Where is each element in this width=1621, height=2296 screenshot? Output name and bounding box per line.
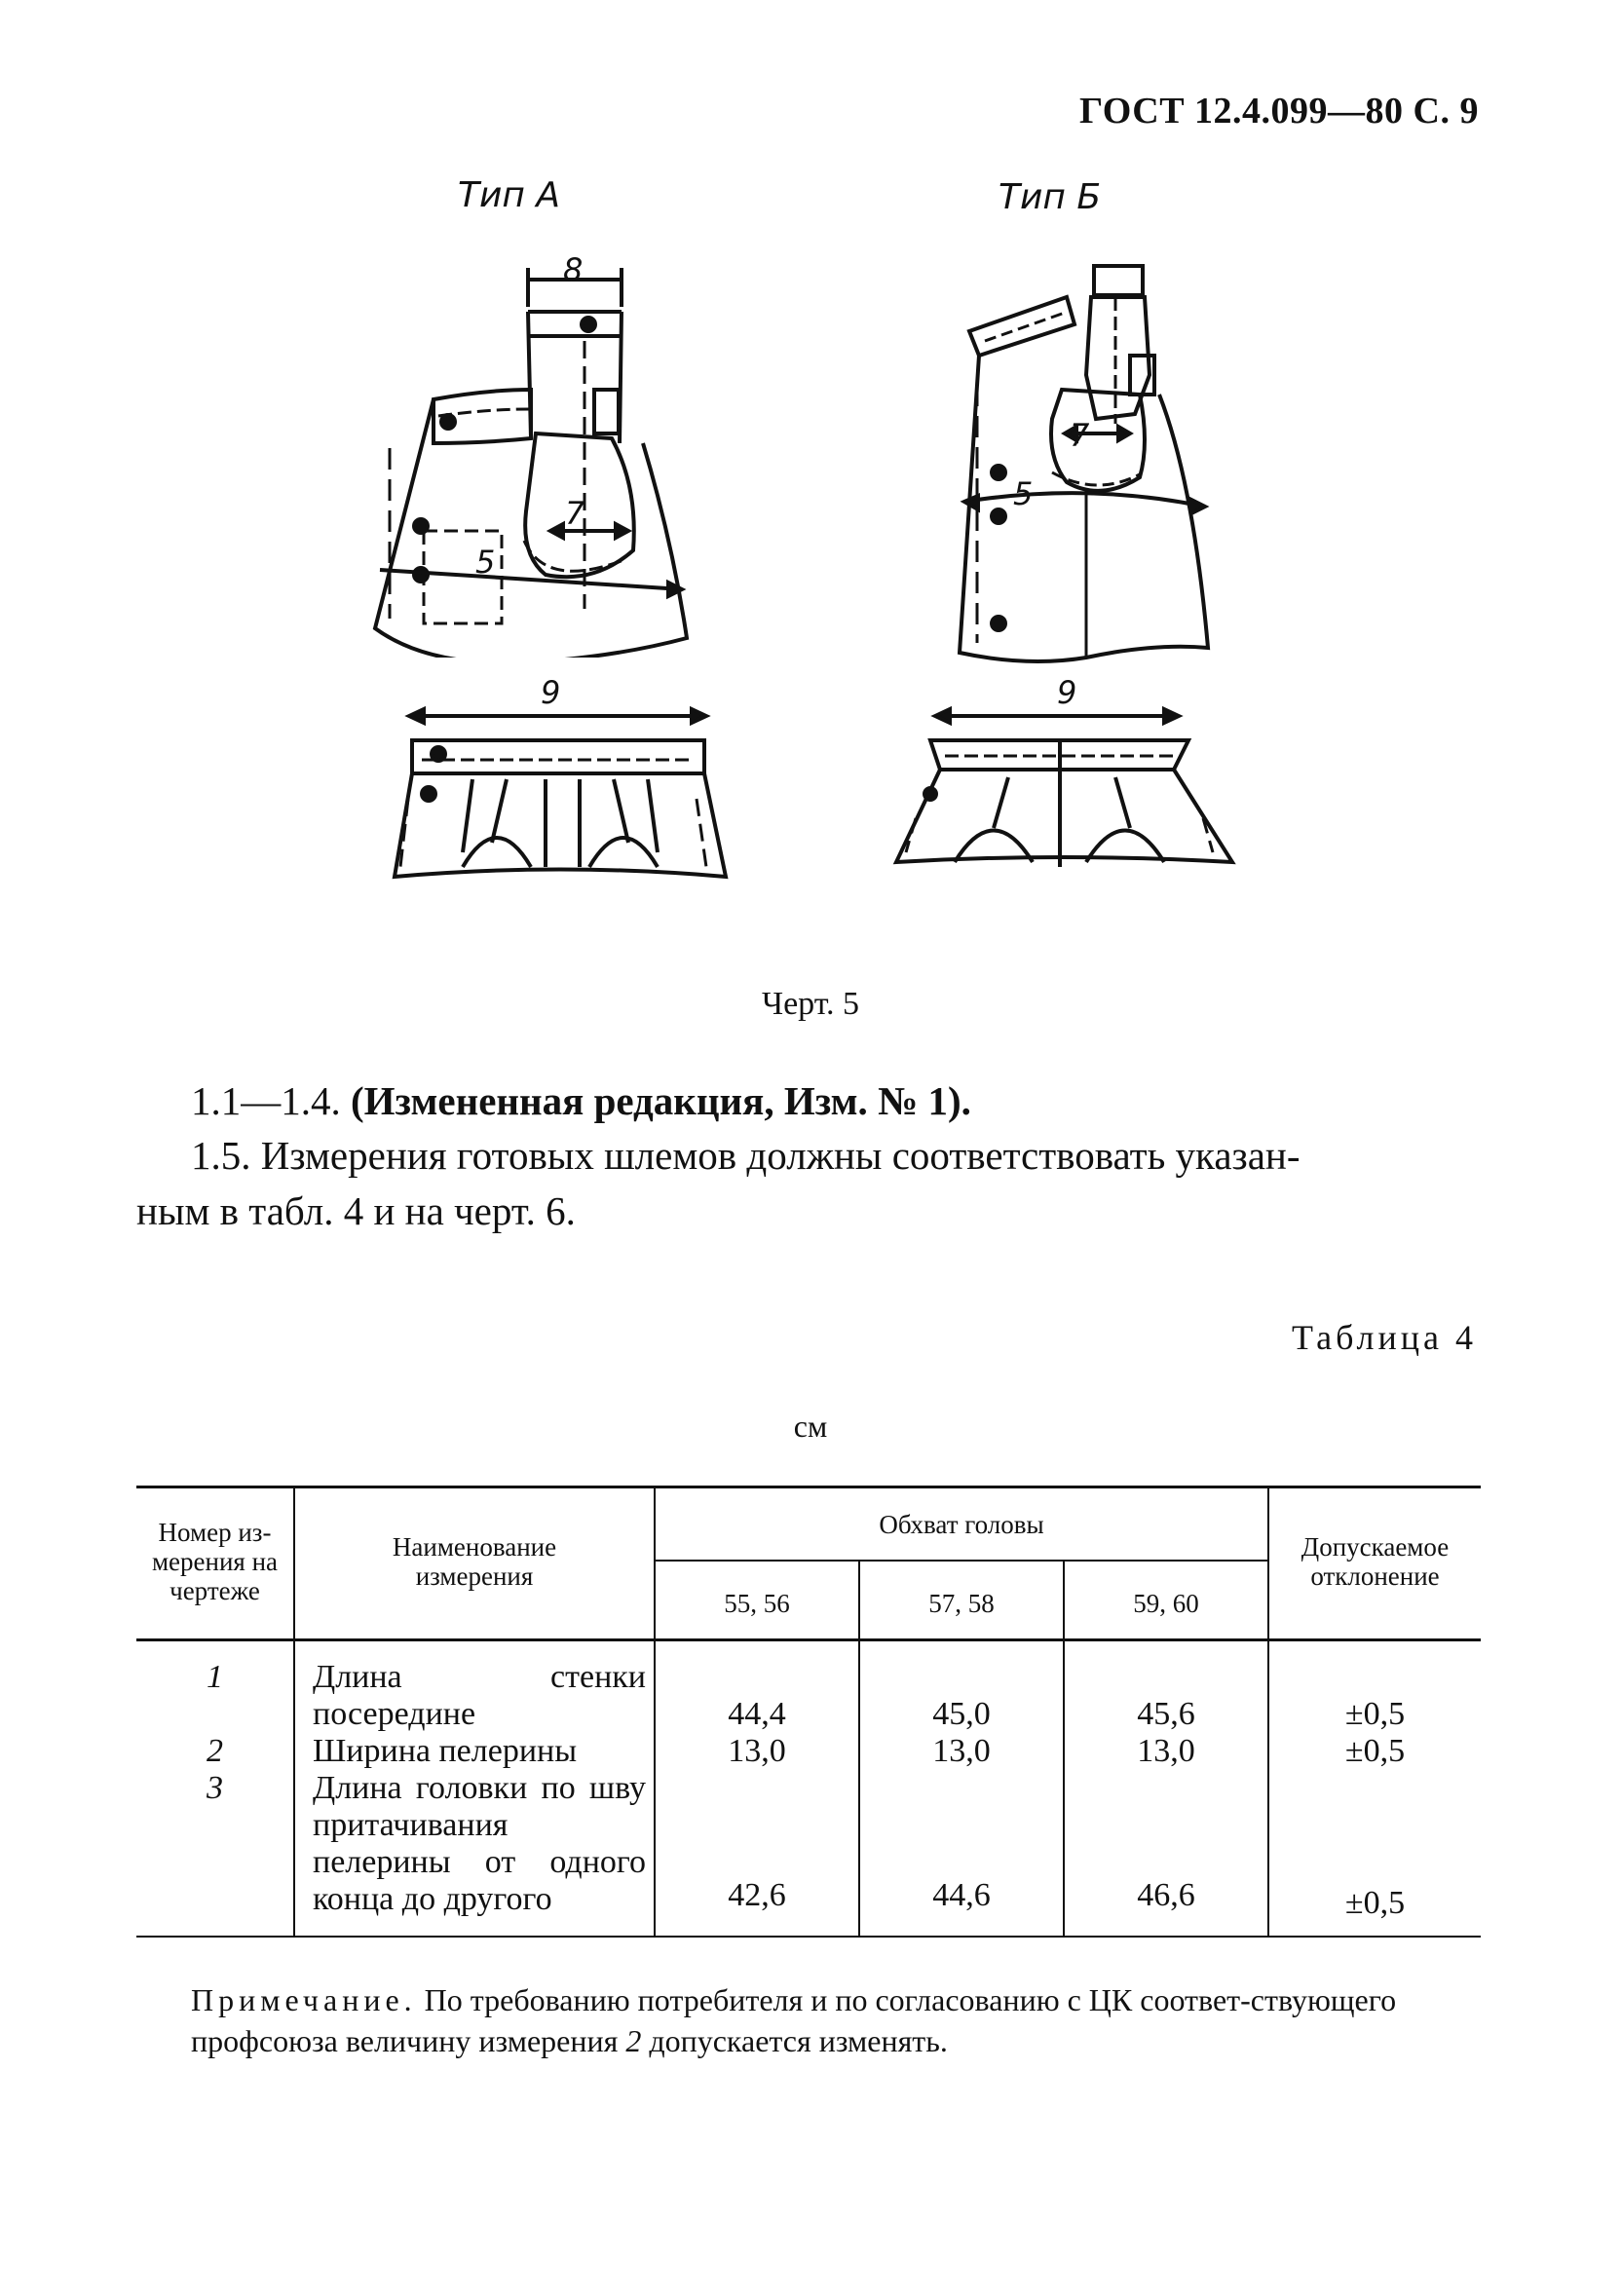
dim-9a-label: 9 [541,674,561,711]
dim-7a-label: 7 [565,495,585,532]
header-name: Наименование измерения [294,1487,655,1640]
dim-9b-label: 9 [1057,674,1077,711]
dim-8-label: 8 [563,251,584,288]
row-1-name: Длина стенки посередине [294,1640,655,1734]
table-row [136,1733,1481,1770]
note-text: По требованию потребителя и по согласованию с ЦК соответ-ствующего профсоюза величину измерения [191,1982,1397,2058]
row-2-size-3: 13,0 [1064,1733,1268,1770]
note-label: Примечание. [191,1982,417,2017]
type-a-side-drawing [351,248,701,658]
table-row [136,1640,1481,1734]
table-title: Таблица 4 [1292,1318,1477,1357]
row-1-size-1: 44,4 [655,1640,859,1734]
note-italic-number: 2 [625,2023,642,2058]
clause-1-5-line1: 1.5. Измерения готовых шлемов должны соответствовать указан- [191,1133,1301,1178]
row-2-size-2: 13,0 [859,1733,1064,1770]
row-3-tolerance: ±0,5 [1344,1885,1406,1921]
row-3-size-3: 46,6 [1064,1770,1268,1937]
figure-caption: Черт. 5 [761,986,860,1022]
clause-1-5-line2: ным в табл. 4 и на черт. 6. [136,1188,576,1233]
row-3-size-2: 44,6 [859,1770,1064,1937]
note-tail: допускается изменять. [641,2023,948,2058]
row-1-size-3: 45,6 [1064,1640,1268,1734]
table-note [191,1979,1477,2061]
row-1-tolerance: ±0,5 [1344,1696,1406,1732]
row-2-tolerance: ±0,5 [1344,1733,1406,1769]
para1-bold: (Измененная редакция, Изм. № 1). [351,1078,971,1123]
document-header: ГОСТ 12.4.099—80 С. 9 [1079,91,1479,132]
row-1-number: 1 [136,1640,294,1734]
row-3-size-1: 42,6 [655,1770,859,1937]
dim-7b-label: 7 [1070,417,1090,454]
para1-number: 1.1—1.4. [191,1078,351,1123]
dim-5a-label: 5 [475,544,496,581]
type-a-label: Тип А [458,175,560,215]
amendment-paragraph [191,1073,1477,1129]
header-size-2: 57, 58 [859,1561,1064,1640]
table-unit: см [793,1409,828,1444]
type-b-label: Тип Б [999,177,1102,217]
row-2-number: 2 [136,1733,294,1770]
header-number: Номер из-мерения на чертеже [136,1487,294,1640]
row-3-name: Длина головки по шву притачивания пелерины от одного конца до другого [294,1770,655,1937]
dim-5b-label: 5 [1013,475,1034,512]
header-head-girth: Обхват головы [655,1487,1268,1561]
measurements-table [136,1486,1481,1938]
row-1-size-2: 45,0 [859,1640,1064,1734]
table-row [136,1770,1481,1937]
type-b-side-drawing [950,258,1242,677]
row-3-number: 3 [136,1770,294,1937]
header-size-3: 59, 60 [1064,1561,1268,1640]
row-2-size-1: 13,0 [655,1733,859,1770]
header-size-1: 55, 56 [655,1561,859,1640]
row-2-name: Ширина пелерины [294,1733,655,1770]
header-tolerance: Допускаемое отклонение [1301,1532,1450,1591]
